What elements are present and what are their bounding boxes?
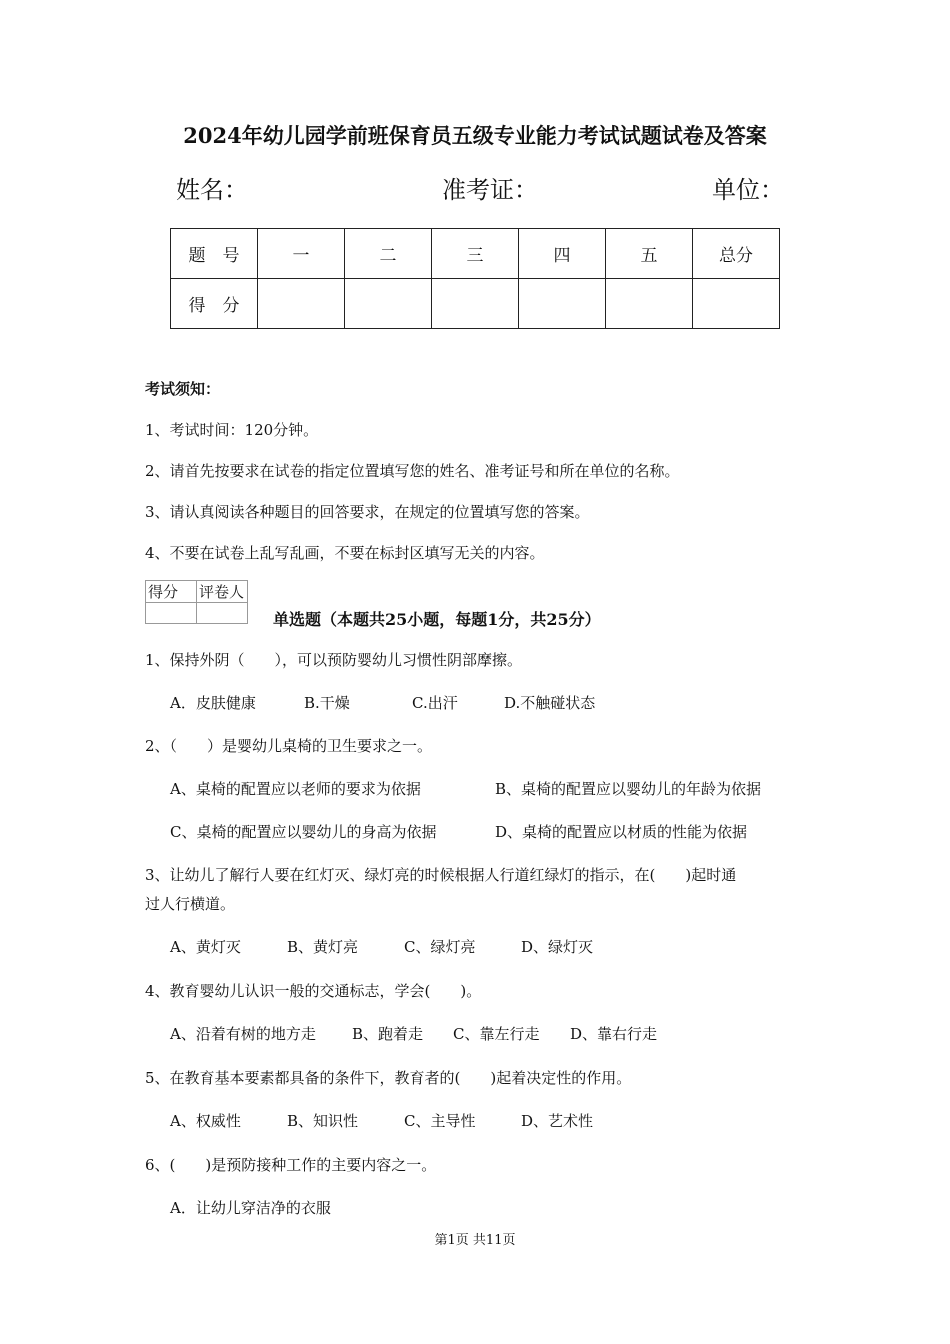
option: A．让幼儿穿洁净的衣服	[170, 1199, 331, 1217]
option: B、黄灯亮	[287, 938, 359, 956]
score-header-cell: 三	[432, 229, 519, 279]
score-header-cell: 二	[345, 229, 432, 279]
option: A、黄灯灭	[170, 938, 241, 956]
exam-notes-title: 考试须知：	[145, 380, 221, 398]
question-stem: 1、保持外阴（ ），可以预防婴幼儿习惯性阴部摩擦。	[145, 651, 523, 669]
grader-reviewer-cell[interactable]	[197, 603, 248, 624]
score-table-header-row	[171, 229, 780, 279]
score-input-cell[interactable]	[693, 279, 780, 329]
question-stem: 5、在教育基本要素都具备的条件下，教育者的( )起着决定性的作用。	[145, 1069, 632, 1087]
exam-note-item: 1、考试时间：120分钟。	[145, 421, 319, 439]
option: A、桌椅的配置应以老师的要求为依据	[170, 780, 421, 798]
option: B.干燥	[304, 694, 350, 712]
option: D、靠右行走	[570, 1025, 658, 1043]
score-header-cell: 五	[606, 229, 693, 279]
score-row-label: 得 分	[171, 279, 258, 329]
score-header-cell: 四	[519, 229, 606, 279]
exam-number-field-label: 准考证：	[442, 176, 538, 204]
exam-note-item: 3、请认真阅读各种题目的回答要求，在规定的位置填写您的答案。	[145, 503, 590, 521]
score-input-cell[interactable]	[519, 279, 606, 329]
section-title: 单选题（本题共25小题，每题1分，共25分）	[273, 610, 601, 629]
score-header-cell: 一	[258, 229, 345, 279]
question-options	[170, 1023, 657, 1044]
question-stem-continued: 过人行横道。	[145, 895, 236, 913]
grader-score-label: 得分	[146, 581, 197, 603]
question-stem: 6、( )是预防接种工作的主要内容之一。	[145, 1156, 437, 1174]
score-input-cell[interactable]	[258, 279, 345, 329]
option: C、靠左行走	[453, 1025, 540, 1043]
option: D、艺术性	[521, 1112, 594, 1130]
page-number: 第1页 共11页	[434, 1233, 516, 1248]
option: C、绿灯亮	[404, 938, 476, 956]
option: B、知识性	[287, 1112, 359, 1130]
question-stem: 2、（ ）是婴幼儿桌椅的卫生要求之一。	[145, 737, 433, 755]
grader-score-cell[interactable]	[146, 603, 197, 624]
option: D、桌椅的配置应以材质的性能为依据	[495, 823, 748, 841]
name-field-label: 姓名：	[176, 176, 248, 204]
score-header-cell: 题 号	[171, 229, 258, 279]
option: A、权威性	[170, 1112, 241, 1130]
question-stem: 3、让幼儿了解行人要在红灯灭、绿灯亮的时候根据人行道红绿灯的指示，在( )起时通	[145, 866, 737, 884]
score-input-cell[interactable]	[606, 279, 693, 329]
exam-note-item: 4、不要在试卷上乱写乱画，不要在标封区填写无关的内容。	[145, 544, 545, 562]
option: B、桌椅的配置应以婴幼儿的年龄为依据	[495, 780, 762, 798]
question-options	[170, 778, 761, 799]
option: C.出汗	[412, 694, 458, 712]
score-table-score-row	[171, 279, 780, 329]
option: C、桌椅的配置应以婴幼儿的身高为依据	[170, 823, 437, 841]
option: D、绿灯灭	[521, 938, 594, 956]
question-options	[170, 692, 595, 713]
score-input-cell[interactable]	[345, 279, 432, 329]
option: C、主导性	[404, 1112, 476, 1130]
unit-field-label: 单位：	[712, 176, 784, 204]
question-options	[170, 821, 747, 842]
option: D.不触碰状态	[504, 694, 596, 712]
question-options	[170, 936, 593, 957]
question-stem: 4、教育婴幼儿认识一般的交通标志，学会( )。	[145, 982, 482, 1000]
option: A．皮肤健康	[170, 694, 256, 712]
option: B、跑着走	[352, 1025, 424, 1043]
question-options	[170, 1110, 593, 1131]
exam-note-item: 2、请首先按要求在试卷的指定位置填写您的姓名、准考证号和所在单位的名称。	[145, 462, 680, 480]
score-table	[170, 228, 780, 329]
exam-title: 2024年幼儿园学前班保育员五级专业能力考试试题试卷及答案	[183, 123, 767, 148]
grader-box	[145, 580, 248, 624]
option: A、沿着有树的地方走	[170, 1025, 316, 1043]
score-header-cell: 总分	[693, 229, 780, 279]
grader-reviewer-label: 评卷人	[197, 581, 248, 603]
score-input-cell[interactable]	[432, 279, 519, 329]
